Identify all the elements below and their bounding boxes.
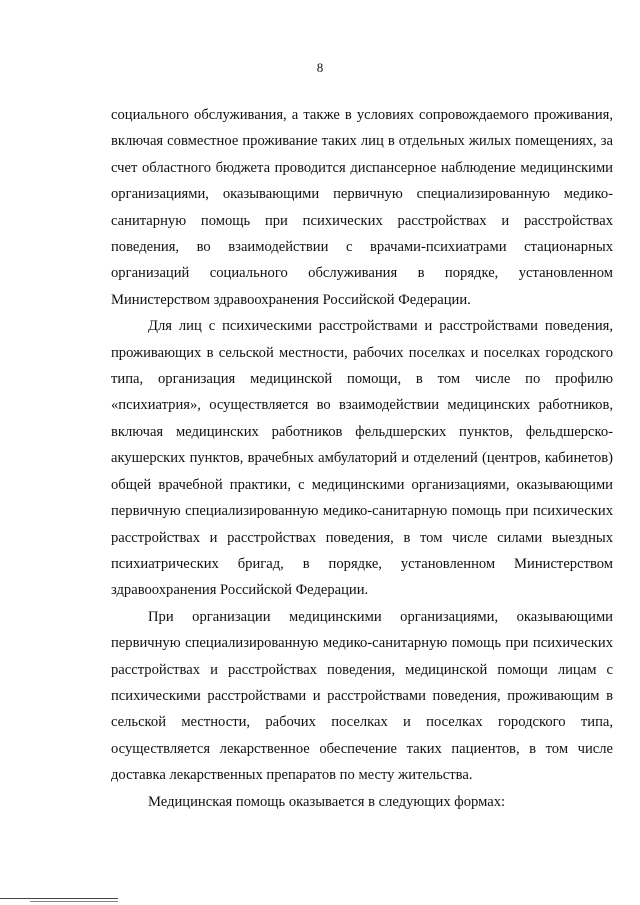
footer-divider-secondary (30, 901, 118, 902)
page-number: 8 (316, 60, 324, 75)
document-body (111, 102, 613, 815)
paragraph-forms-of-care: Медицинская помощь оказывается в следующих формах: (148, 793, 506, 810)
paragraph-continuation: социального обслуживания, а также в условиях сопровождаемого проживания, включая совместное проживание таких лиц в отдельных жилых помещениях, за счет областного бюджета проводится диспансерное наблюдение медицинскими организациями, оказывающими первичную специализированную медико-санитарную помощь при психических расстройствах и расстройствах поведения, во взаимодействии с врачами-психиатрами стационарных организаций социального обслуживания в порядке, установленном Министерством здравоохранения Российской Федерации. (111, 107, 613, 308)
paragraph-drug-supply: При организации медицинскими организациями, оказывающими первичную специализированную медико-санитарную помощь при психических расстройствах и расстройствах поведения, медицинской помощи лицам с психическими расстройствами и расстройствами поведения, проживающим в сельской местности, рабочих поселках и поселках городского типа, осуществляется лекарственное обеспечение таких пациентов, в том числе доставка лекарственных препаратов по месту жительства. (111, 608, 613, 784)
footer-divider (0, 898, 118, 899)
paragraph-rural-residents: Для лиц с психическими расстройствами и расстройствами поведения, проживающих в сельской местности, рабочих поселках и поселках городского типа, организация медицинской помощи, в том числе по профилю «психиатрия», осуществляется во взаимодействии медицинских работников, включая медицинских работников фельдшерских пунктов, фельдшерско-акушерских пунктов, врачебных амбулаторий и отделений (центров, кабинетов) общей врачебной практики, с медицинскими организациями, оказывающими первичную специализированную медико-санитарную помощь при психических расстройствах и расстройствах поведения, в том числе силами выездных психиатрических бригад, в порядке, установленном Министерством здравоохранения Российской Федерации. (111, 318, 613, 599)
